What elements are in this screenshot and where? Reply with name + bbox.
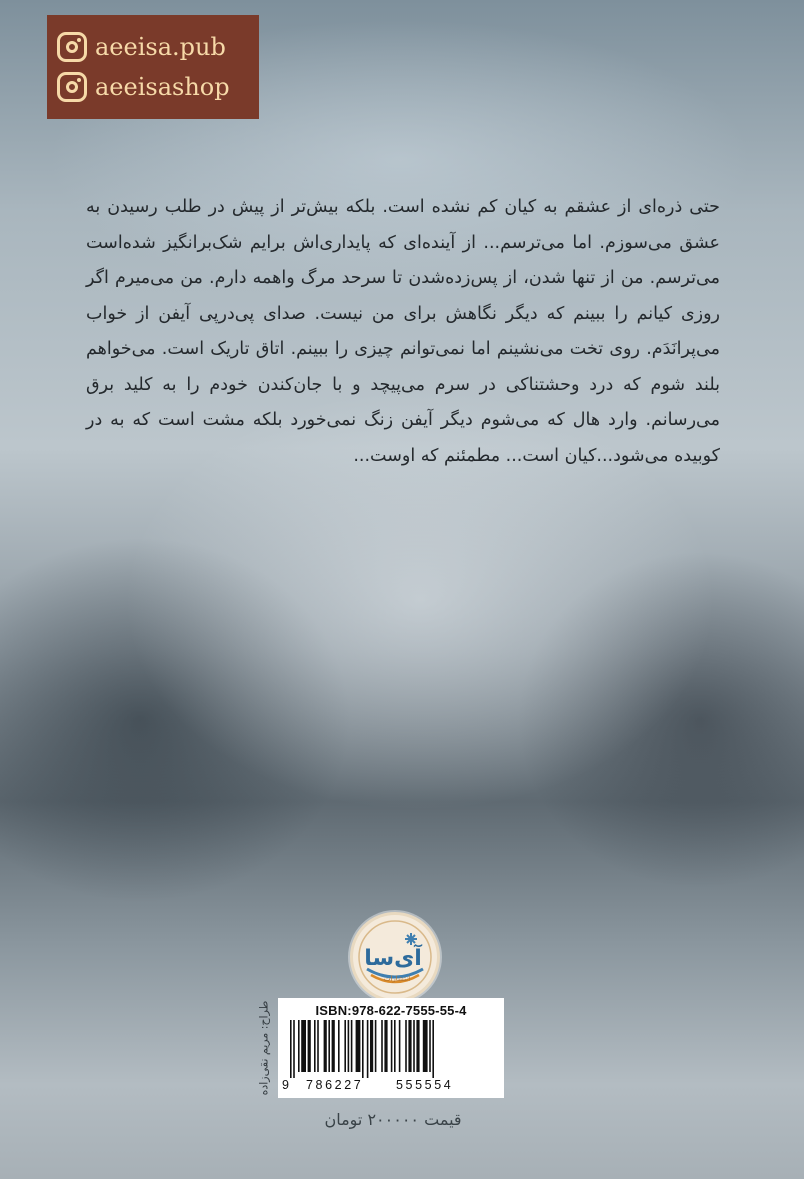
barcode-bar <box>367 1020 369 1078</box>
barcode-bar <box>432 1020 434 1078</box>
barcode-bar <box>413 1020 415 1072</box>
barcode-bar <box>375 1020 377 1072</box>
barcode-bar <box>317 1020 319 1072</box>
social-handles-box <box>47 15 259 119</box>
publisher-logo-graphic <box>353 915 437 999</box>
price-label: قیمت ۲۰۰۰۰۰ تومان <box>324 1110 462 1129</box>
barcode-bar <box>416 1020 419 1072</box>
barcode-bar <box>338 1020 340 1072</box>
cover-designer-credit: طراح: مریم نقی‌زاده <box>257 1000 271 1096</box>
barcode-digit-lead: 9 <box>282 1078 289 1092</box>
barcode-bar <box>344 1020 346 1072</box>
barcode-bar <box>308 1020 311 1072</box>
barcode-bar <box>293 1020 295 1078</box>
barcode-bar <box>356 1020 361 1072</box>
barcode-bar <box>362 1020 364 1078</box>
barcode-bar <box>348 1020 350 1072</box>
barcode-bar <box>351 1020 353 1072</box>
publisher-logo-icon <box>350 912 440 1002</box>
barcode-bar <box>301 1020 306 1072</box>
barcode-digits <box>278 1078 504 1094</box>
barcode-bar <box>429 1020 431 1072</box>
publisher-logo-text: آی‌سا <box>364 946 422 971</box>
barcode-bar <box>384 1020 387 1072</box>
barcode-bar <box>423 1020 428 1072</box>
social-row-shop <box>57 67 249 107</box>
barcode-bar <box>405 1020 407 1072</box>
barcode-bar <box>324 1020 327 1072</box>
instagram-icon <box>57 32 87 62</box>
isbn-label: ISBN:978-622-7555-55-4 <box>315 1003 467 1018</box>
barcode-digits-right: 555554 <box>396 1078 454 1092</box>
isbn-barcode <box>278 998 504 1098</box>
social-row-pub <box>57 27 249 67</box>
barcode-bar <box>328 1020 330 1072</box>
publisher-logo-subtext: انتشارات <box>383 975 411 983</box>
barcode-bar <box>290 1020 292 1078</box>
barcode-bar <box>332 1020 335 1072</box>
instagram-handle-shop: aeeisashop <box>95 73 230 101</box>
instagram-icon <box>57 72 87 102</box>
instagram-handle-pub: aeeisa.pub <box>95 33 226 61</box>
barcode-bar <box>399 1020 401 1072</box>
barcode-bar <box>314 1020 316 1072</box>
barcode-bar <box>391 1020 393 1072</box>
barcode-bar <box>298 1020 300 1072</box>
barcode-digits-left: 786227 <box>306 1078 364 1092</box>
back-cover-blurb: حتی ذره‌ای از عشقم به کیان کم نشده است. بلکه بیش‌تر از پیش در طلب رسیدن به عشق می‌سوزم. اما می‌ترسم... از آینده‌ای که پایداری‌اش برایم شک‌برانگیز شده‌است می‌ترسم. من از تنها شدن، از پس‌زده‌شدن تا سرحد مرگ واهمه دارم. من می‌میرم اگر روزی کیانم را ببینم که دیگر نگاهش برای من نیست. صدای پی‌درپی آیفن از خواب می‌پرانَدَم. روی تخت می‌نشینم اما نمی‌توانم چیزی را ببینم. اتاق تاریک است. می‌خواهم بلند شوم که درد وحشتناکی در سرم می‌پیچد و با جان‌کندن خودم را به کلید برق می‌رسانم. وارد هال که می‌شوم دیگر آیفن زنگ نمی‌خورد بلکه مشت است که به در کوبیده می‌شود...کیان است... مطمئنم که اوست... <box>86 197 720 466</box>
barcode-bar <box>408 1020 411 1072</box>
barcode-bars <box>290 1020 492 1078</box>
barcode-bar <box>394 1020 396 1072</box>
barcode-bar <box>381 1020 383 1072</box>
barcode-bar <box>370 1020 373 1072</box>
